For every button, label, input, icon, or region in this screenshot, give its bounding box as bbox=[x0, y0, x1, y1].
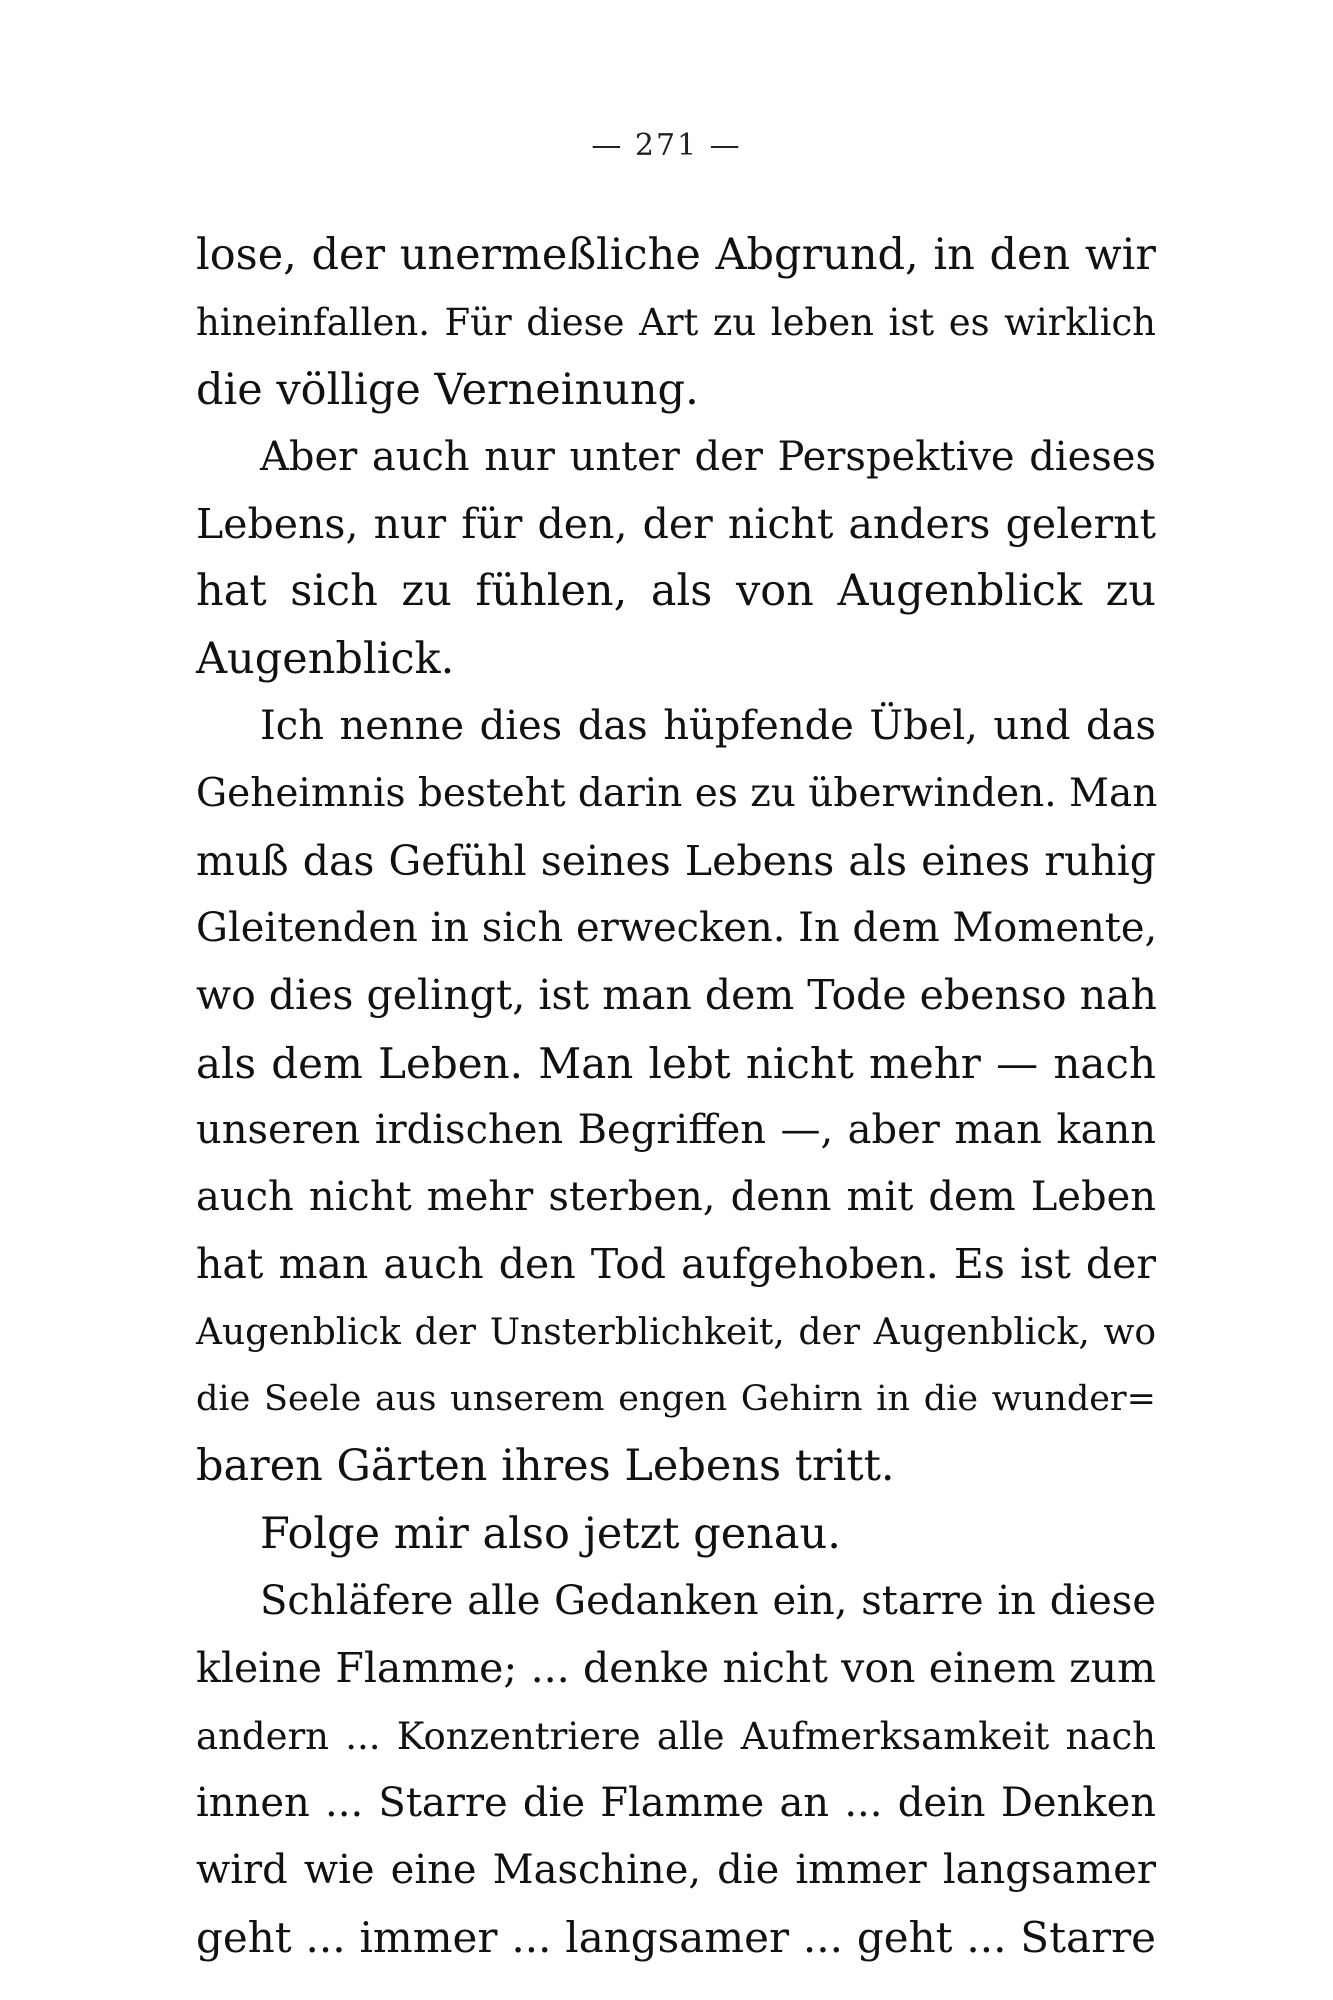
text-line: Schläfere alle Gedanken ein, starre in diese bbox=[260, 1577, 1156, 1624]
text-line: lose, der unermeßliche Abgrund, in den wir bbox=[196, 230, 1156, 280]
text-line: geht ... immer ... langsamer ... geht ... Starre bbox=[196, 1913, 1156, 1963]
text-line: muß das Gefühl seines Lebens als eines ruhig bbox=[196, 836, 1156, 885]
text-line: kleine Flamme; ... denke nicht von einem zum bbox=[196, 1644, 1156, 1693]
text-line: wird wie eine Maschine, die immer langsamer bbox=[196, 1847, 1156, 1894]
text-line: Ich nenne dies das hüpfende Übel, und das bbox=[260, 703, 1156, 750]
text-line: unseren irdischen Begriffen —, aber man kann bbox=[196, 1106, 1156, 1153]
page-number: — 271 — bbox=[591, 128, 742, 163]
text-line: hat man auch den Tod aufgehoben. Es ist der bbox=[196, 1240, 1156, 1289]
text-line: Augenblick der Unsterblichkeit, der Augenblick, wo bbox=[196, 1311, 1156, 1353]
text-line: baren Gärten ihres Lebens tritt. bbox=[196, 1441, 895, 1492]
text-line: hineinfallen. Für diese Art zu leben ist es wirklich bbox=[196, 301, 1156, 345]
text-line: Lebens, nur für den, der nicht anders gelernt bbox=[196, 500, 1156, 549]
text-line: die völlige Verneinung. bbox=[196, 364, 699, 415]
body-text bbox=[196, 222, 1156, 1972]
text-line: Aber auch nur unter der Perspektive dieses bbox=[260, 433, 1156, 480]
text-line: innen ... Starre die Flamme an ... dein Denken bbox=[196, 1779, 1156, 1826]
text-line: Geheimnis besteht darin es zu überwinden. Man bbox=[196, 771, 1158, 817]
text-line: wo dies gelingt, ist man dem Tode ebenso nah bbox=[196, 971, 1157, 1020]
text-line: Gleitenden in sich erwecken. In dem Momente, bbox=[196, 904, 1158, 951]
text-line: auch nicht mehr sterben, denn mit dem Leben bbox=[196, 1174, 1156, 1221]
text-line: Augenblick. bbox=[196, 633, 455, 684]
text-line: hat sich zu fühlen, als von Augenblick zu bbox=[196, 566, 1156, 617]
text-line: als dem Leben. Man lebt nicht mehr — nach bbox=[196, 1038, 1156, 1088]
text-line: Folge mir also jetzt genau. bbox=[260, 1508, 841, 1559]
text-line: andern ... Konzentriere alle Aufmerksamkeit nach bbox=[196, 1714, 1156, 1758]
text-line: die Seele aus unserem engen Gehirn in die wunder= bbox=[196, 1379, 1156, 1420]
